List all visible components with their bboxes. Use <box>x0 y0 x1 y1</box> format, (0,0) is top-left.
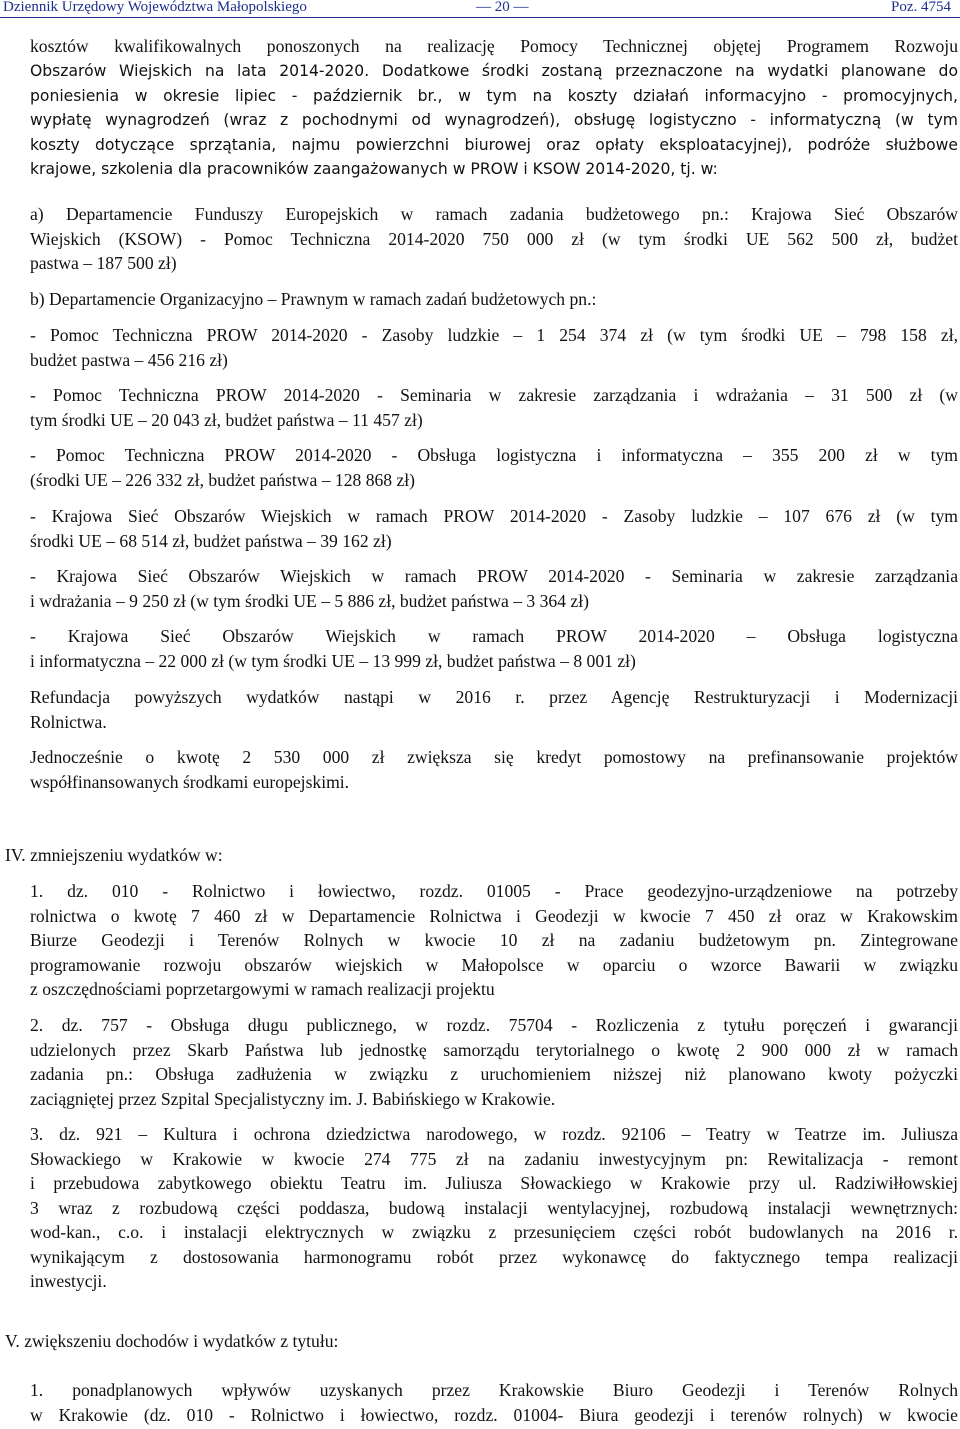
text-line: 1. dz. 010 - Rolnictwo i łowiectwo, rozdz. 01005 - Prace geodezyjno-urządzeniowe na potrzeby <box>30 881 958 901</box>
journal-title: Dziennik Urzędowy Województwa Małopolskiego <box>3 0 307 15</box>
text-line: 3 wraz z rozbudową części poddasza, budową instalacji wentylacyjnej, rozbudową instalacji wewnętrznych: <box>30 1197 958 1218</box>
text-line: - Krajowa Sieć Obszarów Wiejskich w ramach PROW 2014-2020 – Obsługa logistyczna <box>30 626 958 646</box>
text-line: - Krajowa Sieć Obszarów Wiejskich w ramach PROW 2014-2020 - Zasoby ludzkie – 107 676 zł (w tym <box>30 506 958 526</box>
refund-paragraph <box>30 685 958 734</box>
text-line: udzielonych przez Skarb Państwa lub jednostkę samorządu terytorialnego o kwotę 2 900 000 zł w ramach <box>30 1039 958 1060</box>
item-b <box>30 287 958 312</box>
section-iv-item-2 <box>30 1013 958 1111</box>
text-line: Słowackiego w Krakowie w kwocie 274 775 zł na zadaniu inwestycyjnym pn: Rewitalizacja - remont <box>30 1148 958 1169</box>
text-line: w Krakowie (dz. 010 - Rolnictwo i łowiectwo, rozdz. 01004- Biura geodezji i terenów rolnych) w kwocie <box>30 1404 958 1425</box>
text-line: poniesienia w okresie lipiec - październik br., w tym na koszty działań informacyjno - promocyjnych, <box>30 86 958 105</box>
section-iv-heading <box>5 843 605 868</box>
text-line: programowanie rozwoju obszarów wiejskich w Małopolsce w oparciu o wzorce Bawarii w związku <box>30 954 958 975</box>
text-line: b) Departamencie Organizacyjno – Prawnym w ramach zadań budżetowych pn.: <box>30 289 597 309</box>
text-line: tym środki UE – 20 043 zł, budżet państwa – 11 457 zł) <box>30 409 423 430</box>
text-line: - Pomoc Techniczna PROW 2014-2020 - Zasoby ludzkie – 1 254 374 zł (w tym środki UE – 798 158 zł, <box>30 325 958 345</box>
text-line: zadania pn.: Obsługa zadłużenia w związku z uruchomieniem niższej niż planowano kwoty pożyczki <box>30 1064 958 1084</box>
text-line: Refundacja powyższych wydatków nastąpi w 2016 r. przez Agencję Restrukturyzacji i Modernizacji <box>30 687 958 707</box>
text-line: 1. ponadplanowych wpływów uzyskanych przez Krakowskie Biuro Geodezji i Terenów Rolnych <box>30 1380 958 1400</box>
text-line: (środki UE – 226 332 zł, budżet państwa – 128 868 zł) <box>30 469 416 490</box>
text-line: współfinansowanych środkami europejskimi. <box>30 771 350 792</box>
text-line: Jednocześnie o kwotę 2 530 000 zł zwiększa się kredyt pomostowy na prefinansowanie projektów <box>30 747 958 767</box>
text-line: Rolnictwa. <box>30 711 107 732</box>
position-number: Poz. 4754 <box>891 0 951 15</box>
text-line: wypłatę wynagrodzeń (wraz z pochodnymi od wynagrodzeń), obsługę logistyczno - informatyczną (w tym <box>30 111 958 129</box>
text-line: kosztów kwalifikowalnych ponoszonych na realizację Pomocy Technicznej objętej Programem Rozwoju <box>30 36 958 56</box>
text-line: Obszarów Wiejskich na lata 2014-2020. Dodatkowe środki zostaną przeznaczone na wydatki planowane do <box>30 62 958 80</box>
section-v-heading <box>5 1329 705 1354</box>
text-line: Wiejskich (KSOW) - Pomoc Techniczna 2014-2020 750 000 zł (w tym środki UE 562 500 zł, budżet <box>30 228 958 249</box>
text-line: V. zwiększeniu dochodów i wydatków z tytułu: <box>5 1331 339 1351</box>
text-line: i przebudowa zabytkowego obiektu Teatru im. Juliusza Słowackiego w Krakowie przy ul. Radziwiłłowskiej <box>30 1173 958 1193</box>
text-line: i informatyczna – 22 000 zł (w tym środki UE – 13 999 zł, budżet państwa – 8 001 zł) <box>30 650 636 671</box>
item-b2 <box>30 383 958 432</box>
text-line: rolnictwa o kwotę 7 460 zł w Departamencie Rolnictwa i Geodezji w kwocie 7 450 zł oraz w Krakowskim <box>30 905 958 926</box>
text-line: Biurze Geodezji i Terenów Rolnych w kwocie 10 zł na zadaniu budżetowym pn. Zintegrowane <box>30 930 958 950</box>
text-line: 2. dz. 757 - Obsługa długu publicznego, w rozdz. 75704 - Rozliczenia z tytułu poręczeń i gwarancji <box>30 1015 958 1035</box>
text-line: wod-kan., c.o. i instalacji elektrycznych w związku z przesunięciem części robót budowlanych na 2016 r. <box>30 1222 958 1242</box>
item-b4 <box>30 504 958 553</box>
item-b3 <box>30 443 958 492</box>
section-iv-item-3 <box>30 1122 958 1294</box>
page-number: — 20 — <box>476 0 529 15</box>
intro-line-2 <box>30 59 958 182</box>
text-line: z oszczędnościami poprzetargowymi w ramach realizacji projektu <box>30 979 495 999</box>
text-line: a) Departamencie Funduszy Europejskich w ramach zadania budżetowego pn.: Krajowa Sieć Obszarów <box>30 204 958 224</box>
item-b5 <box>30 564 958 613</box>
item-b1 <box>30 323 958 372</box>
text-line: inwestycji. <box>30 1271 107 1291</box>
credit-paragraph <box>30 745 958 794</box>
section-v-item-1 <box>30 1378 958 1427</box>
item-b6 <box>30 624 958 673</box>
text-line: wynikającym z dostosowania harmonogramu robót przez wykonawcę do faktycznego tempa realizacji <box>30 1246 958 1267</box>
text-line: środki UE – 68 514 zł, budżet państwa – 39 162 zł) <box>30 530 392 551</box>
intro-paragraph <box>30 34 958 59</box>
text-line: budżet pastwa – 456 216 zł) <box>30 349 228 370</box>
text-line: pastwa – 187 500 zł) <box>30 253 177 273</box>
text-line: i wdrażania – 9 250 zł (w tym środki UE – 5 886 zł, budżet państwa – 3 364 zł) <box>30 590 589 611</box>
text-line: 3. dz. 921 – Kultura i ochrona dziedzictwa narodowego, w rozdz. 92106 – Teatry w Teatrze im. Juliusza <box>30 1124 958 1144</box>
text-line: krajowe, szkolenia dla pracowników zaangażowanych w PROW i KSOW 2014-2020, tj. w: <box>30 160 718 178</box>
text-line: IV. zmniejszeniu wydatków w: <box>5 845 223 865</box>
page-header <box>0 0 960 18</box>
text-line: zaciągniętej przez Szpital Specjalistyczny im. J. Babińskiego w Krakowie. <box>30 1088 556 1109</box>
text-line: - Krajowa Sieć Obszarów Wiejskich w ramach PROW 2014-2020 - Seminaria w zakresie zarządzania <box>30 566 958 586</box>
text-line: - Pomoc Techniczna PROW 2014-2020 - Obsługa logistyczna i informatyczna – 355 200 zł w tym <box>30 445 958 465</box>
item-a <box>30 202 958 276</box>
text-line: - Pomoc Techniczna PROW 2014-2020 - Seminaria w zakresie zarządzania i wdrażania – 31 500 zł (w <box>30 385 958 405</box>
text-line: koszty dotyczące sprzątania, najmu powierzchni biurowej oraz opłaty eksploatacyjnej), podróże służbowe <box>30 135 958 154</box>
section-iv-item-1 <box>30 879 958 1002</box>
